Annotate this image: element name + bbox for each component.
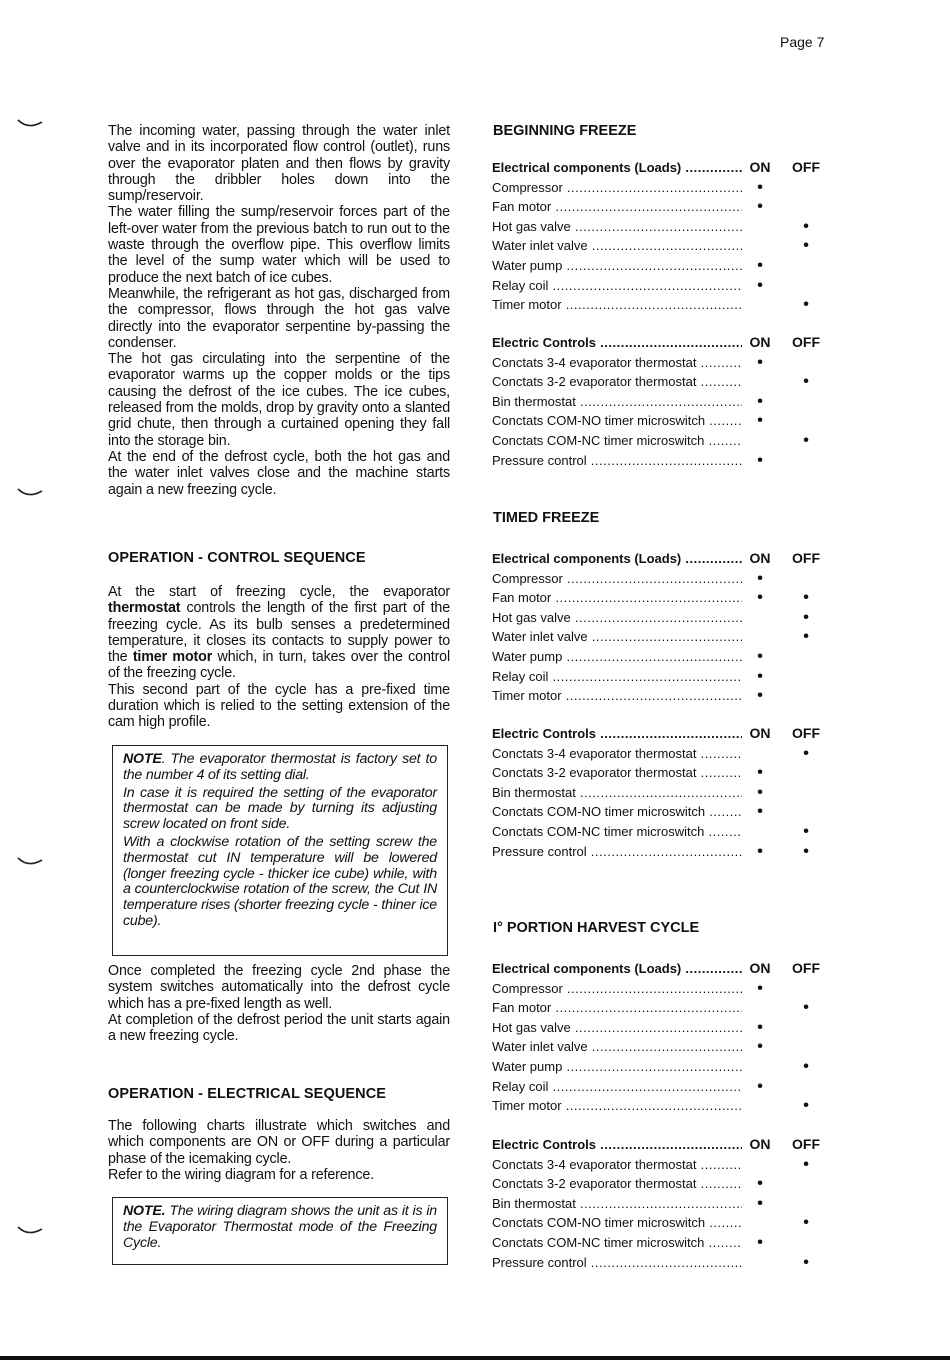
- note-line: [123, 1204, 437, 1251]
- component-label: Fan motor .....: [492, 588, 742, 608]
- paragraph: The following charts illustrate which switches and which components are ON or OFF during a particular phase of the icemaking cycle.: [108, 1118, 450, 1167]
- table-row: [492, 1174, 837, 1194]
- column-header-on: ON: [749, 1136, 771, 1152]
- note-box-thermostat: [112, 745, 448, 956]
- table-row: [492, 608, 837, 628]
- on-marker: •: [757, 1175, 763, 1193]
- on-marker: •: [757, 687, 763, 705]
- component-label: Hot gas valve .....: [492, 1018, 742, 1038]
- loads-table-beginning-freeze: [492, 158, 837, 315]
- table-row: [492, 588, 837, 608]
- component-label: Timer motor .....: [492, 295, 742, 315]
- paragraph: The incoming water, passing through the water inlet valve and in its incorporated flow control (outlet), runs over the evaporator platen and then flows by gravity through the dribbler holes down into the sump/reservoir.: [108, 123, 450, 205]
- controls-table-timed-freeze: [492, 724, 837, 861]
- binding-mark-icon: [16, 487, 44, 499]
- component-label: Water inlet valve .....: [492, 1037, 742, 1057]
- column-header-label: Electric Controls .....: [492, 1135, 742, 1155]
- on-marker: •: [757, 1038, 763, 1056]
- off-marker: •: [803, 999, 809, 1017]
- table-row: [492, 1077, 837, 1097]
- loads-table-harvest-cycle: [492, 959, 837, 1116]
- table-header-row: [492, 959, 837, 979]
- table-row: [492, 451, 837, 471]
- component-label: Conctats 3-2 evaporator thermostat .....: [492, 763, 742, 783]
- paragraph: Refer to the wiring diagram for a reference.: [108, 1166, 374, 1183]
- after-note-text: [108, 963, 450, 1044]
- table-row: [492, 236, 837, 256]
- on-marker: •: [757, 276, 763, 294]
- text-run: controls the length of the first part of the freezing cycle. As its bulb senses a predetermined temperature, it closes its contacts to supply power to the: [108, 600, 450, 666]
- component-label: Relay coil .....: [492, 1077, 742, 1097]
- text-run: At the start of freezing cycle, the evaporator: [108, 584, 450, 600]
- off-marker: •: [803, 589, 809, 607]
- paragraph: Once completed the freezing cycle 2nd phase the system switches automatically into the defrost cycle which has a pre-fixed length as well.: [108, 963, 450, 1012]
- text-run: . The evaporator thermostat is factory set to the number 4 of its setting dial.: [123, 751, 437, 783]
- table-row: [492, 1253, 837, 1273]
- table-row: [492, 295, 837, 315]
- table-row: [492, 256, 837, 276]
- paragraph: [108, 584, 450, 682]
- off-marker: •: [803, 296, 809, 314]
- component-label: Pressure control .....: [492, 842, 742, 862]
- off-marker: •: [803, 822, 809, 840]
- table-row: [492, 686, 837, 706]
- binding-mark-icon: [16, 1225, 44, 1237]
- column-header-label: Electrical components (Loads) .....: [492, 959, 742, 979]
- off-marker: •: [803, 1097, 809, 1115]
- component-label: Water pump .....: [492, 256, 742, 276]
- on-marker: •: [757, 979, 763, 997]
- off-marker: •: [803, 431, 809, 449]
- component-label: Relay coil .....: [492, 276, 742, 296]
- component-label: Timer motor .....: [492, 1096, 742, 1116]
- on-marker: •: [757, 1194, 763, 1212]
- electrical-sequence-text: [108, 1118, 450, 1183]
- paragraph: This second part of the cycle has a pre-fixed time duration which is relied to the setting extension of the cam high profile.: [108, 681, 450, 731]
- note-line: With a clockwise rotation of the setting screw the thermostat cut IN temperature will be lowered (longer freezing cycle - thicker ice cube) while, with a counterclockwise rotation of the screw, the Cut IN temperature rises (shorter freezing cycle - thiner ice cube).: [123, 833, 437, 929]
- table-row: [492, 998, 837, 1018]
- section-title-timed-freeze: TIMED FREEZE: [493, 510, 600, 526]
- on-marker: •: [757, 353, 763, 371]
- table-row: [492, 1155, 837, 1175]
- component-label: Conctats 3-4 evaporator thermostat .....: [492, 353, 742, 373]
- section-title-harvest-cycle: I° PORTION HARVEST CYCLE: [493, 920, 700, 936]
- component-label: Bin thermostat .....: [492, 1194, 742, 1214]
- component-label: Relay coil .....: [492, 667, 742, 687]
- component-label: Conctats COM-NO timer microswitch .....: [492, 411, 742, 431]
- on-marker: •: [757, 569, 763, 587]
- table-row: [492, 569, 837, 589]
- text-run: The wiring diagram shows the unit as it is in the Evaporator Thermostat mode of the Freezing Cycle.: [123, 1203, 437, 1251]
- component-label: Conctats 3-4 evaporator thermostat .....: [492, 744, 742, 764]
- component-label: Water inlet valve .....: [492, 236, 742, 256]
- off-marker: •: [803, 217, 809, 235]
- component-label: Conctats COM-NC timer microswitch .....: [492, 1233, 742, 1253]
- table-row: [492, 353, 837, 373]
- column-header-off: OFF: [792, 550, 820, 566]
- table-row: [492, 627, 837, 647]
- component-label: Conctats 3-2 evaporator thermostat .....: [492, 372, 742, 392]
- column-header-on: ON: [749, 550, 771, 566]
- table-header-row: [492, 1135, 837, 1155]
- table-row: [492, 276, 837, 296]
- column-header-off: OFF: [792, 334, 820, 350]
- table-row: [492, 372, 837, 392]
- intro-text: [108, 123, 450, 498]
- table-header-row: [492, 158, 837, 178]
- on-marker: •: [757, 1077, 763, 1095]
- page-number: Page 7: [780, 34, 825, 50]
- control-sequence-text: [108, 584, 450, 731]
- table-header-row: [492, 333, 837, 353]
- table-row: [492, 1057, 837, 1077]
- off-marker: •: [803, 1214, 809, 1232]
- table-row: [492, 822, 837, 842]
- table-row: [492, 197, 837, 217]
- on-marker: •: [757, 589, 763, 607]
- component-label: Conctats COM-NC timer microswitch .....: [492, 822, 742, 842]
- off-marker: •: [803, 1253, 809, 1271]
- component-label: Compressor .....: [492, 569, 742, 589]
- controls-table-beginning-freeze: [492, 333, 837, 470]
- table-row: [492, 763, 837, 783]
- note-box-wiring: [112, 1197, 448, 1265]
- component-label: Bin thermostat .....: [492, 783, 742, 803]
- paragraph: At completion of the defrost period the unit starts again a new freezing cycle.: [108, 1011, 450, 1045]
- section-title-beginning-freeze: BEGINNING FREEZE: [493, 123, 637, 139]
- table-row: [492, 802, 837, 822]
- component-label: Fan motor .....: [492, 197, 742, 217]
- component-label: Pressure control .....: [492, 451, 742, 471]
- paragraph: Meanwhile, the refrigerant as hot gas, discharged from the compressor, flows through the hot gas valve directly into the evaporator serpentine by-passing the condenser.: [108, 285, 450, 351]
- text-run: which, in turn, takes over the control of the freezing cycle.: [108, 649, 451, 682]
- off-marker: •: [803, 608, 809, 626]
- component-label: Conctats COM-NO timer microswitch .....: [492, 802, 742, 822]
- table-row: [492, 1213, 837, 1233]
- off-marker: •: [803, 373, 809, 391]
- column-header-on: ON: [749, 725, 771, 741]
- on-marker: •: [757, 647, 763, 665]
- on-marker: •: [757, 764, 763, 782]
- note-label: NOTE: [123, 751, 162, 767]
- column-header-off: OFF: [792, 960, 820, 976]
- component-label: Hot gas valve .....: [492, 217, 742, 237]
- component-label: Fan motor .....: [492, 998, 742, 1018]
- column-header-label: Electrical components (Loads) .....: [492, 158, 742, 178]
- text-run-bold: thermostat: [108, 600, 181, 617]
- on-marker: •: [757, 256, 763, 274]
- table-row: [492, 783, 837, 803]
- loads-table-timed-freeze: [492, 549, 837, 706]
- column-header-label: Electric Controls .....: [492, 333, 742, 353]
- table-row: [492, 392, 837, 412]
- table-row: [492, 1194, 837, 1214]
- table-row: [492, 1096, 837, 1116]
- table-row: [492, 217, 837, 237]
- table-row: [492, 411, 837, 431]
- component-label: Pressure control .....: [492, 1253, 742, 1273]
- table-row: [492, 979, 837, 999]
- on-marker: •: [757, 842, 763, 860]
- binding-mark-icon: [16, 118, 44, 130]
- on-marker: •: [757, 1233, 763, 1251]
- text-run-bold: timer motor: [132, 649, 213, 666]
- column-header-on: ON: [749, 334, 771, 350]
- component-label: Water inlet valve .....: [492, 627, 742, 647]
- column-header-on: ON: [749, 159, 771, 175]
- paragraph: The hot gas circulating into the serpentine of the evaporator warms up the copper molds or the tips causing the defrost of the ice cubes. The ice cubes, released from the molds, drop by gravity onto a slanted grid chute, then through a curtained opening they fall into the storage bin.: [108, 351, 450, 449]
- table-row: [492, 667, 837, 687]
- on-marker: •: [757, 178, 763, 196]
- table-row: [492, 842, 837, 862]
- table-row: [492, 1233, 837, 1253]
- on-marker: •: [757, 803, 763, 821]
- column-header-on: ON: [749, 960, 771, 976]
- table-row: [492, 744, 837, 764]
- on-marker: •: [757, 392, 763, 410]
- table-row: [492, 178, 837, 198]
- page-bottom-edge: [0, 1356, 950, 1360]
- note-line: [123, 752, 437, 784]
- on-marker: •: [757, 783, 763, 801]
- component-label: Bin thermostat .....: [492, 392, 742, 412]
- table-row: [492, 647, 837, 667]
- on-marker: •: [757, 198, 763, 216]
- column-header-off: OFF: [792, 725, 820, 741]
- component-label: Water pump .....: [492, 1057, 742, 1077]
- column-header-label: Electric Controls .....: [492, 724, 742, 744]
- component-label: Compressor .....: [492, 178, 742, 198]
- on-marker: •: [757, 451, 763, 469]
- on-marker: •: [757, 1018, 763, 1036]
- electrical-sequence-heading: OPERATION - ELECTRICAL SEQUENCE: [108, 1086, 387, 1102]
- component-label: Hot gas valve .....: [492, 608, 742, 628]
- table-row: [492, 1037, 837, 1057]
- component-label: Conctats 3-4 evaporator thermostat .....: [492, 1155, 742, 1175]
- component-label: Water pump .....: [492, 647, 742, 667]
- on-marker: •: [757, 412, 763, 430]
- off-marker: •: [803, 628, 809, 646]
- off-marker: •: [803, 237, 809, 255]
- component-label: Conctats COM-NO timer microswitch .....: [492, 1213, 742, 1233]
- table-header-row: [492, 724, 837, 744]
- note-line: In case it is required the setting of the evaporator thermostat can be made by turning its adjusting screw located on front side.: [123, 784, 437, 833]
- paragraph: At the end of the defrost cycle, both the hot gas and the water inlet valves close and the machine starts again a new freezing cycle.: [108, 448, 450, 498]
- note-label: NOTE.: [123, 1203, 166, 1219]
- component-label: Conctats COM-NC timer microswitch .....: [492, 431, 742, 451]
- component-label: Conctats 3-2 evaporator thermostat .....: [492, 1174, 742, 1194]
- off-marker: •: [803, 1155, 809, 1173]
- off-marker: •: [803, 1057, 809, 1075]
- column-header-label: Electrical components (Loads) .....: [492, 549, 742, 569]
- control-sequence-heading: OPERATION - CONTROL SEQUENCE: [108, 550, 366, 566]
- off-marker: •: [803, 842, 809, 860]
- table-header-row: [492, 549, 837, 569]
- off-marker: •: [803, 744, 809, 762]
- component-label: Timer motor .....: [492, 686, 742, 706]
- binding-mark-icon: [16, 856, 44, 868]
- paragraph: The water filling the sump/reservoir forces part of the left-over water from the previous batch to run out to the waste through the overflow pipe. This overflow limits the level of the sump water which will be used to produce the next batch of ice cubes.: [108, 204, 450, 286]
- column-header-off: OFF: [792, 159, 820, 175]
- table-row: [492, 1018, 837, 1038]
- on-marker: •: [757, 667, 763, 685]
- column-header-off: OFF: [792, 1136, 820, 1152]
- controls-table-harvest-cycle: [492, 1135, 837, 1272]
- table-row: [492, 431, 837, 451]
- component-label: Compressor .....: [492, 979, 742, 999]
